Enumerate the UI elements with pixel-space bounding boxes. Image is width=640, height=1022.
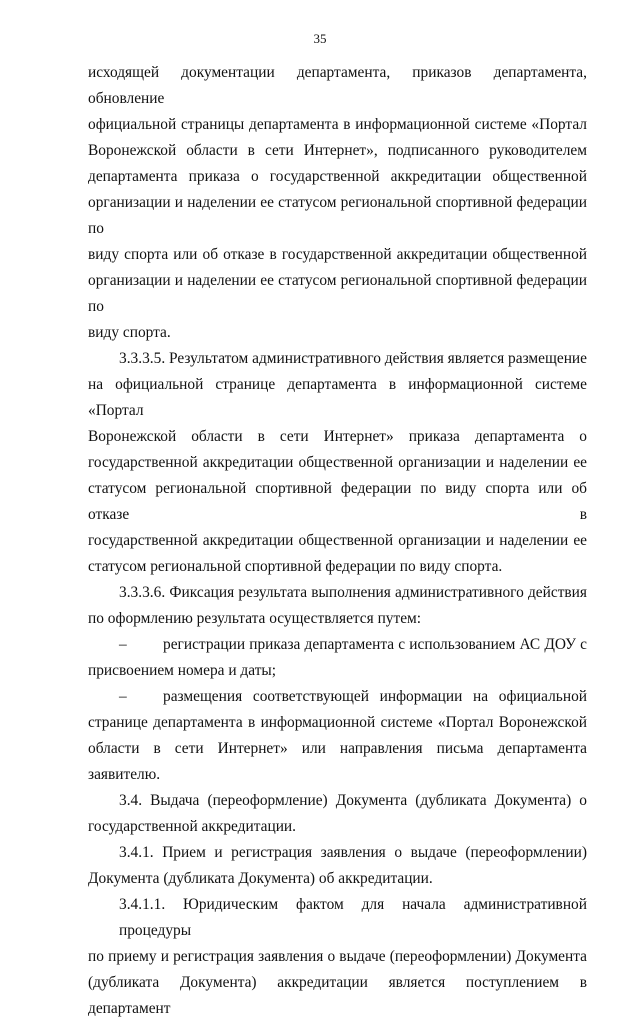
page-number: 35 bbox=[313, 31, 327, 46]
text-line: 3.4.1. Прием и регистрация заявления о выдаче (переоформлении) bbox=[119, 844, 587, 861]
text-line: департамента приказа о государственной аккредитации общественной bbox=[88, 168, 587, 185]
text-line: виду спорта. bbox=[88, 324, 171, 341]
text-line: организации и наделении ее статусом региональной спортивной федерации по bbox=[88, 272, 587, 315]
text-line: регистрации приказа департамента с использованием АС ДОУ с bbox=[163, 636, 587, 653]
document-body bbox=[88, 60, 587, 1022]
list-item bbox=[88, 684, 587, 788]
text-line: 3.3.3.6. Фиксация результата выполнения административного действия bbox=[119, 584, 587, 601]
paragraph-continuation bbox=[88, 60, 587, 346]
list-item bbox=[88, 632, 587, 684]
text-line: 3.4.1.1. Юридическим фактом для начала административной процедуры bbox=[119, 896, 587, 939]
text-line: официальной страницы департамента в информационной системе «Портал bbox=[88, 116, 587, 133]
text-line: области в сети Интернет» или направления письма департамента заявителю. bbox=[88, 740, 587, 783]
text-line: исходящей документации департамента, приказов департамента, обновление bbox=[88, 64, 587, 107]
text-line: статусом региональной спортивной федерации по виду спорта или об отказе в bbox=[88, 480, 587, 523]
text-line: статусом региональной спортивной федерации по виду спорта. bbox=[88, 558, 503, 575]
text-line: по оформлению результата осуществляется путем: bbox=[88, 610, 422, 627]
paragraph-3-4-1-1 bbox=[88, 892, 587, 1022]
paragraph-3-4 bbox=[88, 788, 587, 840]
dash-marker: – bbox=[119, 636, 127, 653]
text-line: (дубликата Документа) аккредитации является поступлением в департамент bbox=[88, 974, 587, 1017]
text-line: 3.4. Выдача (переоформление) Документа (дубликата Документа) о bbox=[119, 792, 587, 809]
text-line: государственной аккредитации общественной организации и наделении ее bbox=[88, 454, 587, 471]
paragraph-3-3-3-5 bbox=[88, 346, 587, 580]
text-line: организации и наделении ее статусом региональной спортивной федерации по bbox=[88, 194, 587, 237]
text-line: 3.3.3.5. Результатом административного действия является размещение bbox=[119, 350, 587, 367]
paragraph-3-3-3-6 bbox=[88, 580, 587, 632]
text-line: виду спорта или об отказе в государственной аккредитации общественной bbox=[88, 246, 587, 263]
text-line: Воронежской области в сети Интернет», подписанного руководителем bbox=[88, 142, 587, 159]
text-line: странице департамента в информационной системе «Портал Воронежской bbox=[88, 714, 587, 731]
text-line: государственной аккредитации общественной организации и наделении ее bbox=[88, 532, 587, 549]
text-line: размещения соответствующей информации на официальной bbox=[163, 688, 587, 705]
text-line: присвоением номера и даты; bbox=[88, 662, 277, 679]
text-line: Документа (дубликата Документа) об аккредитации. bbox=[88, 870, 433, 887]
text-line: на официальной странице департамента в информационной системе «Портал bbox=[88, 376, 587, 419]
paragraph-3-4-1 bbox=[88, 840, 587, 892]
dash-marker: – bbox=[119, 688, 127, 705]
text-line: Воронежской области в сети Интернет» приказа департамента о bbox=[88, 428, 587, 445]
text-line: по приему и регистрация заявления о выдаче (переоформлении) Документа bbox=[88, 948, 587, 965]
text-line: государственной аккредитации. bbox=[88, 818, 297, 835]
